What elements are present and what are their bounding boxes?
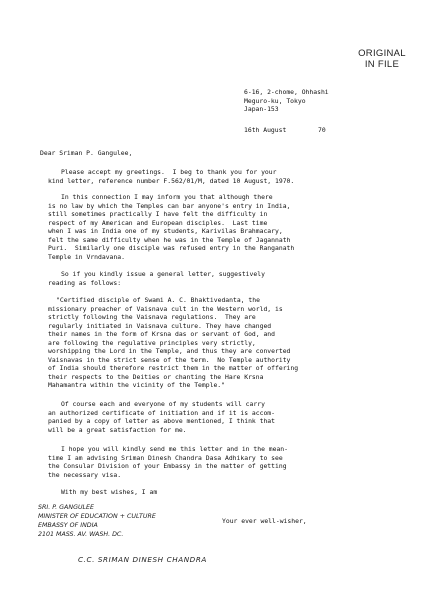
addressee-name: SRI. P. GANGULEE (38, 504, 95, 511)
quote-line-8: Vaisnavas in the strict sense of the term. No Temple authority (48, 355, 291, 364)
date-year: 70 (318, 126, 326, 134)
quote-line-10: their respects to the Deities or chanting the Hare Krsna (48, 372, 264, 381)
date-day-month: 16th August (244, 126, 287, 134)
paragraph-3-line-2: reading as follows: (48, 278, 122, 287)
paragraph-5-line-2: an authorized certificate of initiation and if it is accom- (48, 408, 276, 417)
sender-address-line-2: Meguro-ku, Tokyo (244, 96, 306, 105)
paragraph-1-line-1: Please accept my greetings. I beg to thank you for your (61, 168, 277, 176)
cc-line: C.C. SRIMAN DINESH CHANDRA (78, 555, 207, 564)
quote-line-11: Mahamantra within the vicinity of the Temple." (48, 381, 225, 389)
paragraph-6-line-1: I hope you will kindly send me this letter and in the mean- (61, 445, 289, 453)
closing: Your ever well-wisher, (222, 517, 307, 525)
quote-line-9: of India should therefore restrict them in the matter of offering (48, 364, 299, 372)
paragraph-5-line-4: will be a great satisfaction for me. (48, 425, 187, 434)
paragraph-2-line-5: when I was in India one of my students, Karivilas Brahmacary, (48, 227, 283, 235)
paragraph-2-line-3: still sometimes practically I have felt the difficulty in (48, 210, 268, 218)
paragraph-6-line-2: time I am advising Sriman Dinesh Chandra Dasa Adhikary to see (48, 453, 283, 462)
paragraph-2-line-7: Puri. Similarly one disciple was refused entry in the Ranganath (48, 244, 295, 252)
addressee-title: MINISTER OF EDUCATION + CULTURE (38, 513, 156, 520)
salutation: Dear Sriman P. Gangulee, (40, 149, 133, 157)
addressee-org: EMBASSY OF INDIA (38, 522, 98, 529)
paragraph-2-line-4: respect of my American and European disciples. Last time (48, 218, 268, 227)
paragraph-5-line-3: panied by a copy of letter as above mentioned, I think that (48, 417, 276, 425)
addressee-address: 2101 MASS. AV. WASH. DC. (38, 531, 124, 538)
paragraph-2-line-6: felt the same difficulty when he was in the Temple of Jagannath (48, 235, 291, 244)
paragraph-2-line-1: In this connection I may inform you that although there (61, 193, 273, 201)
quote-line-3: strictly following the Vaisnava regulations. They are (48, 313, 256, 321)
paragraph-2-line-2: is no law by which the Temples can bar anyone's entry in India, (48, 201, 291, 210)
sender-address-line-1: 6-16, 2-chome, Ohhashi (244, 88, 329, 96)
paragraph-5-line-1: Of course each and everyone of my students will carry (61, 400, 265, 408)
paragraph-6-line-3: the Consular Division of your Embassy in the matter of getting (48, 462, 287, 470)
quote-line-2: missionary preacher of Vaisnava cult in the Western world, is (48, 304, 283, 313)
quote-line-1: "Certified disciple of Swami A. C. Bhaktivedanta, the (56, 296, 260, 304)
quote-line-5: their names in the form of Krsna das or servant of God, and (48, 330, 276, 338)
paragraph-3-line-1: So if you kindly issue a general letter, suggestively (61, 270, 265, 278)
sender-address-line-3: Japan-153 (244, 105, 279, 113)
paragraph-1-line-2: kind letter, reference number F.562/01/M, dated 10 August, 1970. (48, 176, 295, 185)
quote-line-4: regularly initiated in Vaisnava culture. They have changed (48, 321, 272, 330)
quote-line-6: are following the regulative principles very strictly, (48, 338, 256, 347)
paragraph-6-line-4: the necessary visa. (48, 470, 122, 479)
paragraph-2-line-8: Temple in Vrndavana. (48, 252, 125, 261)
stamp-line-2: IN FILE (364, 59, 400, 70)
quote-line-7: worshipping the Lord in the Temple, and thus they are converted (48, 347, 291, 355)
original-in-file-stamp (352, 48, 412, 70)
paragraph-7-line-1: With my best wishes, I am (61, 488, 158, 496)
stamp-line-1: ORIGINAL (358, 48, 406, 59)
